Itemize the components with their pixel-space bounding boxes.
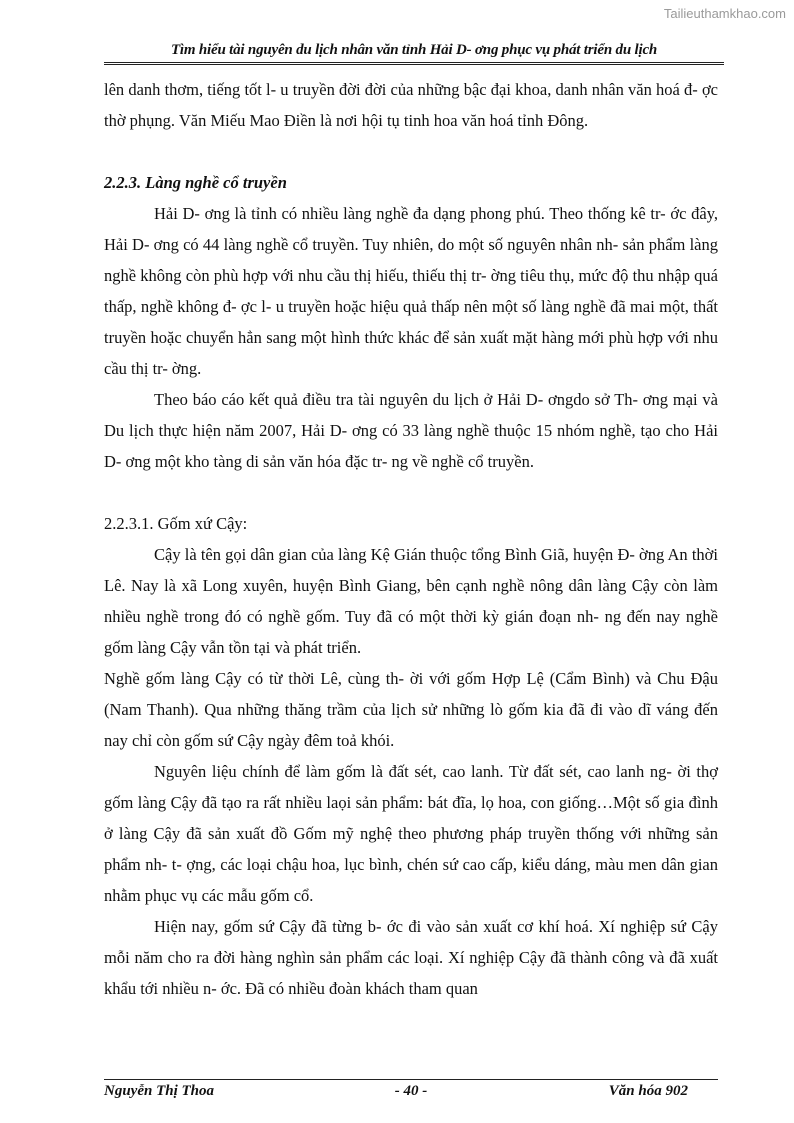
running-header: Tìm hiểu tài nguyên du lịch nhân văn tỉnh Hải D- ơng phục vụ phát triển du lịch (170, 42, 658, 58)
footer-class: Văn hóa 902 (608, 1083, 688, 1099)
footer-divider (104, 1079, 718, 1080)
paragraph-continued: lên danh thơm, tiếng tốt l- u truyền đời đời của những bậc đại khoa, danh nhân văn hoá đ- ợc thờ phụng. Văn Miếu Mao Điền là nơi hội tụ tinh hoa văn hoá tỉnh Đông. (104, 80, 718, 130)
subsection-heading: 2.2.3.1. Gốm xứ Cậy: (104, 514, 248, 533)
header-divider (104, 62, 724, 65)
paragraph: Hiện nay, gốm sứ Cậy đã từng b- ớc đi vào sản xuất cơ khí hoá. Xí nghiệp sứ Cậy mỗi năm cho ra đời hàng nghìn sản phẩm các loại. Xí nghiệp Cậy đã thành công và đã xuất khẩu tới nhiều n- ớc. Đã có nhiều đoàn khách tham quan (104, 917, 718, 998)
paragraph: Nguyên liệu chính để làm gốm là đất sét, cao lanh. Từ đất sét, cao lanh ng- ời thợ gốm làng Cậy đã tạo ra rất nhiều laọi sản phẩm: bát đĩa, lọ hoa, con giống…Một số gia đình ở làng Cậy đã sản xuất đồ Gốm mỹ nghệ theo phương pháp truyền thống với những sản phẩm nh- t- ợng, các loại chậu hoa, lục bình, chén sứ cao cấp, kiểu dáng, màu men dân gian nhằm phục vụ các mẫu gốm cổ. (104, 762, 718, 905)
section-heading: 2.2.3. Làng nghề cổ truyền (104, 173, 287, 192)
spacer (104, 136, 718, 167)
paragraph: Hải D- ơng là tỉnh có nhiều làng nghề đa dạng phong phú. Theo thống kê tr- ớc đây, Hải D- ơng có 44 làng nghề cổ truyền. Tuy nhiên, do một số nguyên nhân nh- sản phẩm làng nghề không còn phù hợp với nhu cầu thị hiếu, thiếu thị tr- ờng tiêu thụ, mức độ thu nhập quá thấp, nghề không đ- ợc l- u truyền hoặc hiệu quả thấp nên một số làng nghề đã mai một, thất truyền hoặc chuyển hẳn sang một hình thức khác để sản xuất mặt hàng mới phù hợp với nhu cầu thị tr- ờng. (104, 204, 718, 378)
page-number: - 40 - (394, 1083, 428, 1099)
footer-author: Nguyễn Thị Thoa (104, 1083, 215, 1099)
paragraph: Cậy là tên gọi dân gian của làng Kệ Gián thuộc tổng Bình Giã, huyện Đ- ờng An thời Lê. Nay là xã Long xuyên, huyện Bình Giang, bên cạnh nghề nông dân làng Cậy còn làm nhiều nghề trong đó có nghề gốm. Tuy đã có một thời kỳ gián đoạn nh- ng đến nay nghề gốm làng Cậy vẫn tồn tại và phát triển. (104, 545, 718, 657)
page-body (104, 74, 718, 1004)
paragraph: Theo báo cáo kết quả điều tra tài nguyên du lịch ở Hải D- ơngdo sở Th- ơng mại và Du lịch thực hiện năm 2007, Hải D- ơng có 33 làng nghề thuộc 15 nhóm nghề, tạo cho Hải D- ơng một kho tàng di sản văn hóa đặc tr- ng về nghề cổ truyền. (104, 390, 718, 471)
spacer (104, 477, 718, 508)
paragraph: Nghề gốm làng Cậy có từ thời Lê, cùng th- ời với gốm Hợp Lệ (Cẩm Bình) và Chu Đậu (Nam Thanh). Qua những thăng trầm của lịch sử những lò gốm kia đã đi vào dĩ váng đến nay chỉ còn gốm sứ Cậy ngày đêm toả khói. (104, 669, 718, 750)
watermark: Tailieuthamkhao.com (663, 6, 786, 21)
